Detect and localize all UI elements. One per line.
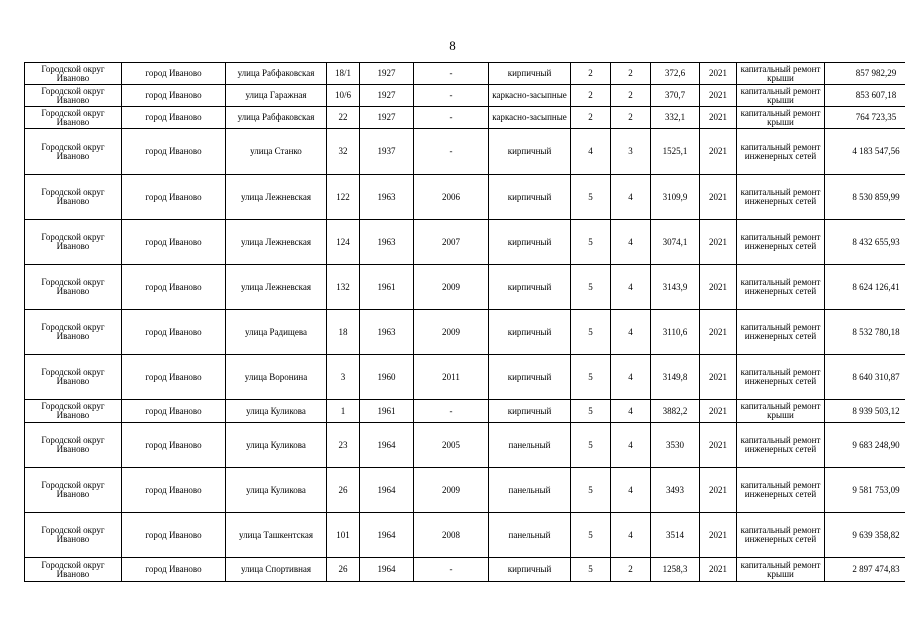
cell-year-built: 1963 xyxy=(360,220,414,265)
cell-house-number: 18/1 xyxy=(327,63,360,85)
cell-house-number: 23 xyxy=(327,423,360,468)
cell-entrances: 4 xyxy=(611,355,651,400)
cell-year-built: 1964 xyxy=(360,513,414,558)
cell-house-number: 124 xyxy=(327,220,360,265)
cell-plan-year: 2021 xyxy=(700,310,737,355)
cell-work-type: капитальный ремонт инженерных сетей xyxy=(737,129,825,175)
cell-city: город Иваново xyxy=(122,129,226,175)
cell-plan-year: 2021 xyxy=(700,513,737,558)
cell-floors: 5 xyxy=(571,400,611,423)
cell-area: 1258,3 xyxy=(651,558,700,582)
cell-work-type: капитальный ремонт крыши xyxy=(737,400,825,423)
cell-floors: 5 xyxy=(571,423,611,468)
cell-floors: 5 xyxy=(571,310,611,355)
cell-cost: 9 639 358,82 xyxy=(825,513,905,558)
cell-okrug: Городской округ Иваново xyxy=(25,423,122,468)
cell-city: город Иваново xyxy=(122,310,226,355)
table-row xyxy=(25,468,905,513)
cell-year-built: 1964 xyxy=(360,558,414,582)
cell-cost: 8 532 780,18 xyxy=(825,310,905,355)
cell-year-repair: 2011 xyxy=(414,355,489,400)
cell-year-repair: - xyxy=(414,63,489,85)
table-row xyxy=(25,175,905,220)
cell-cost: 4 183 547,56 xyxy=(825,129,905,175)
cell-house-number: 26 xyxy=(327,468,360,513)
cell-okrug: Городской округ Иваново xyxy=(25,129,122,175)
cell-floors: 5 xyxy=(571,558,611,582)
cell-plan-year: 2021 xyxy=(700,63,737,85)
cell-floors: 5 xyxy=(571,265,611,310)
cell-year-built: 1927 xyxy=(360,85,414,107)
cell-floors: 2 xyxy=(571,63,611,85)
cell-plan-year: 2021 xyxy=(700,107,737,129)
cell-plan-year: 2021 xyxy=(700,265,737,310)
cell-year-built: 1964 xyxy=(360,423,414,468)
cell-city: город Иваново xyxy=(122,85,226,107)
cell-street: улица Лежневская xyxy=(226,220,327,265)
cell-year-built: 1961 xyxy=(360,400,414,423)
cell-city: город Иваново xyxy=(122,468,226,513)
cell-city: город Иваново xyxy=(122,355,226,400)
cell-year-repair: 2009 xyxy=(414,265,489,310)
cell-plan-year: 2021 xyxy=(700,423,737,468)
cell-street: улица Ташкентская xyxy=(226,513,327,558)
cell-wall-material: кирпичный xyxy=(489,310,571,355)
cell-entrances: 2 xyxy=(611,85,651,107)
cell-okrug: Городской округ Иваново xyxy=(25,355,122,400)
table-row xyxy=(25,400,905,423)
cell-area: 3493 xyxy=(651,468,700,513)
cell-okrug: Городской округ Иваново xyxy=(25,63,122,85)
cell-year-built: 1927 xyxy=(360,63,414,85)
cell-work-type: капитальный ремонт инженерных сетей xyxy=(737,468,825,513)
table-row xyxy=(25,513,905,558)
cell-city: город Иваново xyxy=(122,265,226,310)
cell-house-number: 32 xyxy=(327,129,360,175)
cell-work-type: капитальный ремонт крыши xyxy=(737,63,825,85)
cell-area: 3074,1 xyxy=(651,220,700,265)
cell-street: улица Радищева xyxy=(226,310,327,355)
cell-okrug: Городской округ Иваново xyxy=(25,265,122,310)
cell-year-repair: 2009 xyxy=(414,468,489,513)
cell-entrances: 4 xyxy=(611,220,651,265)
cell-city: город Иваново xyxy=(122,220,226,265)
cell-street: улица Рабфаковская xyxy=(226,107,327,129)
cell-cost: 8 640 310,87 xyxy=(825,355,905,400)
cell-city: город Иваново xyxy=(122,400,226,423)
cell-house-number: 26 xyxy=(327,558,360,582)
cell-work-type: капитальный ремонт инженерных сетей xyxy=(737,265,825,310)
cell-street: улица Куликова xyxy=(226,423,327,468)
cell-year-built: 1937 xyxy=(360,129,414,175)
cell-okrug: Городской округ Иваново xyxy=(25,85,122,107)
cell-okrug: Городской округ Иваново xyxy=(25,310,122,355)
cell-wall-material: панельный xyxy=(489,423,571,468)
cell-city: город Иваново xyxy=(122,423,226,468)
cell-wall-material: каркасно-засыпные xyxy=(489,107,571,129)
cell-cost: 8 530 859,99 xyxy=(825,175,905,220)
cell-work-type: капитальный ремонт инженерных сетей xyxy=(737,355,825,400)
cell-area: 370,7 xyxy=(651,85,700,107)
registry-body xyxy=(25,63,905,582)
cell-wall-material: панельный xyxy=(489,468,571,513)
cell-area: 3109,9 xyxy=(651,175,700,220)
cell-year-built: 1960 xyxy=(360,355,414,400)
cell-area: 3514 xyxy=(651,513,700,558)
cell-area: 3149,8 xyxy=(651,355,700,400)
repair-registry-table xyxy=(24,62,905,582)
cell-floors: 5 xyxy=(571,468,611,513)
cell-street: улица Куликова xyxy=(226,468,327,513)
cell-year-repair: - xyxy=(414,558,489,582)
cell-city: город Иваново xyxy=(122,175,226,220)
cell-house-number: 3 xyxy=(327,355,360,400)
cell-city: город Иваново xyxy=(122,558,226,582)
cell-wall-material: кирпичный xyxy=(489,400,571,423)
table-row xyxy=(25,558,905,582)
cell-city: город Иваново xyxy=(122,107,226,129)
cell-wall-material: кирпичный xyxy=(489,265,571,310)
cell-year-repair: - xyxy=(414,400,489,423)
cell-year-built: 1963 xyxy=(360,310,414,355)
table-row xyxy=(25,423,905,468)
cell-floors: 2 xyxy=(571,85,611,107)
cell-floors: 5 xyxy=(571,175,611,220)
cell-floors: 5 xyxy=(571,355,611,400)
cell-street: улица Куликова xyxy=(226,400,327,423)
cell-okrug: Городской округ Иваново xyxy=(25,220,122,265)
cell-entrances: 4 xyxy=(611,423,651,468)
cell-plan-year: 2021 xyxy=(700,129,737,175)
cell-house-number: 101 xyxy=(327,513,360,558)
cell-entrances: 4 xyxy=(611,513,651,558)
cell-entrances: 4 xyxy=(611,400,651,423)
cell-work-type: капитальный ремонт крыши xyxy=(737,558,825,582)
cell-entrances: 4 xyxy=(611,468,651,513)
cell-wall-material: кирпичный xyxy=(489,175,571,220)
cell-plan-year: 2021 xyxy=(700,400,737,423)
cell-area: 3110,6 xyxy=(651,310,700,355)
cell-year-built: 1927 xyxy=(360,107,414,129)
cell-area: 372,6 xyxy=(651,63,700,85)
cell-year-repair: - xyxy=(414,107,489,129)
cell-cost: 9 683 248,90 xyxy=(825,423,905,468)
cell-plan-year: 2021 xyxy=(700,175,737,220)
table-row xyxy=(25,265,905,310)
cell-house-number: 10/6 xyxy=(327,85,360,107)
cell-okrug: Городской округ Иваново xyxy=(25,107,122,129)
cell-house-number: 1 xyxy=(327,400,360,423)
cell-cost: 853 607,18 xyxy=(825,85,905,107)
page-number: 8 xyxy=(449,38,456,53)
cell-wall-material: кирпичный xyxy=(489,355,571,400)
table-row xyxy=(25,310,905,355)
cell-house-number: 122 xyxy=(327,175,360,220)
cell-floors: 5 xyxy=(571,513,611,558)
cell-entrances: 2 xyxy=(611,63,651,85)
cell-year-repair: - xyxy=(414,129,489,175)
cell-floors: 5 xyxy=(571,220,611,265)
cell-area: 3143,9 xyxy=(651,265,700,310)
cell-city: город Иваново xyxy=(122,63,226,85)
cell-okrug: Городской округ Иваново xyxy=(25,400,122,423)
cell-city: город Иваново xyxy=(122,513,226,558)
cell-okrug: Городской округ Иваново xyxy=(25,513,122,558)
cell-year-repair: 2009 xyxy=(414,310,489,355)
cell-work-type: капитальный ремонт инженерных сетей xyxy=(737,310,825,355)
cell-street: улица Лежневская xyxy=(226,265,327,310)
table-row xyxy=(25,129,905,175)
cell-entrances: 4 xyxy=(611,310,651,355)
cell-street: улица Рабфаковская xyxy=(226,63,327,85)
table-row xyxy=(25,355,905,400)
cell-cost: 8 432 655,93 xyxy=(825,220,905,265)
cell-area: 332,1 xyxy=(651,107,700,129)
cell-area: 3882,2 xyxy=(651,400,700,423)
cell-house-number: 18 xyxy=(327,310,360,355)
cell-street: улица Станко xyxy=(226,129,327,175)
cell-cost: 9 581 753,09 xyxy=(825,468,905,513)
cell-plan-year: 2021 xyxy=(700,85,737,107)
cell-wall-material: панельный xyxy=(489,513,571,558)
cell-house-number: 132 xyxy=(327,265,360,310)
cell-entrances: 3 xyxy=(611,129,651,175)
cell-year-built: 1961 xyxy=(360,265,414,310)
cell-year-repair: 2005 xyxy=(414,423,489,468)
cell-plan-year: 2021 xyxy=(700,355,737,400)
cell-street: улица Спортивная xyxy=(226,558,327,582)
cell-area: 1525,1 xyxy=(651,129,700,175)
cell-wall-material: кирпичный xyxy=(489,220,571,265)
cell-wall-material: каркасно-засыпные xyxy=(489,85,571,107)
cell-year-built: 1963 xyxy=(360,175,414,220)
table-row xyxy=(25,107,905,129)
cell-year-repair: - xyxy=(414,85,489,107)
cell-work-type: капитальный ремонт инженерных сетей xyxy=(737,423,825,468)
cell-wall-material: кирпичный xyxy=(489,558,571,582)
cell-cost: 8 939 503,12 xyxy=(825,400,905,423)
cell-cost: 764 723,35 xyxy=(825,107,905,129)
cell-work-type: капитальный ремонт инженерных сетей xyxy=(737,175,825,220)
cell-floors: 4 xyxy=(571,129,611,175)
cell-floors: 2 xyxy=(571,107,611,129)
cell-wall-material: кирпичный xyxy=(489,63,571,85)
cell-plan-year: 2021 xyxy=(700,220,737,265)
cell-work-type: капитальный ремонт крыши xyxy=(737,85,825,107)
cell-plan-year: 2021 xyxy=(700,558,737,582)
cell-work-type: капитальный ремонт крыши xyxy=(737,107,825,129)
cell-year-repair: 2008 xyxy=(414,513,489,558)
cell-wall-material: кирпичный xyxy=(489,129,571,175)
cell-work-type: капитальный ремонт инженерных сетей xyxy=(737,513,825,558)
cell-year-repair: 2006 xyxy=(414,175,489,220)
cell-entrances: 2 xyxy=(611,107,651,129)
cell-okrug: Городской округ Иваново xyxy=(25,558,122,582)
cell-street: улица Лежневская xyxy=(226,175,327,220)
table-row xyxy=(25,85,905,107)
cell-year-built: 1964 xyxy=(360,468,414,513)
cell-cost: 8 624 126,41 xyxy=(825,265,905,310)
table-row xyxy=(25,63,905,85)
cell-area: 3530 xyxy=(651,423,700,468)
cell-cost: 857 982,29 xyxy=(825,63,905,85)
cell-house-number: 22 xyxy=(327,107,360,129)
table-row xyxy=(25,220,905,265)
cell-okrug: Городской округ Иваново xyxy=(25,175,122,220)
cell-entrances: 4 xyxy=(611,265,651,310)
cell-year-repair: 2007 xyxy=(414,220,489,265)
cell-plan-year: 2021 xyxy=(700,468,737,513)
cell-work-type: капитальный ремонт инженерных сетей xyxy=(737,220,825,265)
cell-street: улица Гаражная xyxy=(226,85,327,107)
cell-street: улица Воронина xyxy=(226,355,327,400)
cell-cost: 2 897 474,83 xyxy=(825,558,905,582)
cell-entrances: 2 xyxy=(611,558,651,582)
cell-okrug: Городской округ Иваново xyxy=(25,468,122,513)
cell-entrances: 4 xyxy=(611,175,651,220)
